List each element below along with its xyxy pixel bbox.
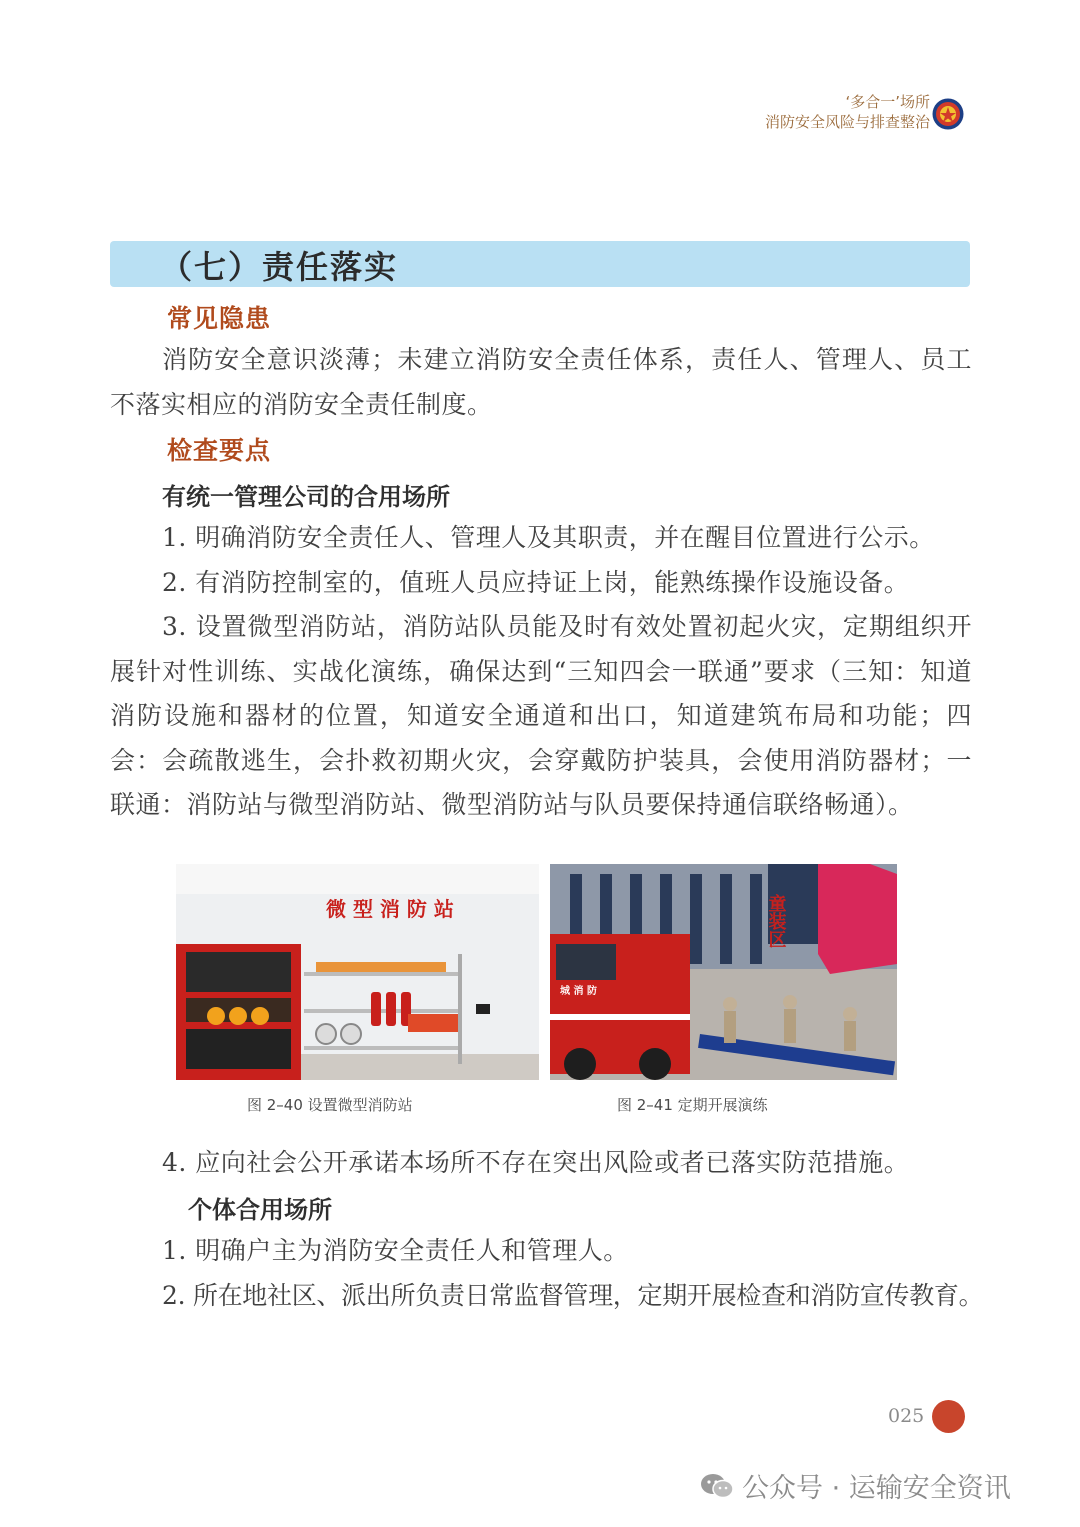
figure2-caption: 图 2–41 定期开展演练 xyxy=(617,1096,768,1114)
hazards-heading: 常见隐患 xyxy=(167,304,272,333)
group2-title: 个体合用场所 xyxy=(188,1195,332,1224)
figure-micro-fire-station xyxy=(176,864,539,1080)
figure-fire-drill-sign: 童装区 xyxy=(765,894,787,948)
page-number: 025 xyxy=(888,1405,925,1427)
figure-micro-fire-station-sign: 微 型 消 防 站 xyxy=(326,897,454,921)
figure-fire-drill xyxy=(550,864,897,1080)
hazards-text: 消防安全意识淡薄；未建立消防安全责任体系，责任人、管理人、员工不落实相应的消防安全责任制度。 xyxy=(110,345,972,419)
wechat-icon xyxy=(700,1472,734,1500)
checkpoints-heading: 检查要点 xyxy=(167,436,272,465)
group2-item2: 2. 所在地社区、派出所负责日常监督管理，定期开展检查和消防宣传教育。 xyxy=(162,1281,984,1310)
group1-item1: 1. 明确消防安全责任人、管理人及其职责，并在醒目位置进行公示。 xyxy=(162,523,935,552)
group1-item3: 3. 设置微型消防站，消防站队员能及时有效处置初起火灾，定期组织开展针对性训练、实战化演练，确保达到“三知四会一联通”要求（三知：知道消防设施和器材的位置，知道安全通道和出口，知道建筑布局和功能；四会：会疏散逃生，会扑救初期火灾，会穿戴防护装具，会使用消防器材；一联通：消防站与微型消防站、微型消防站与队员要保持通信联络畅通）。 xyxy=(110,612,972,819)
group1-item2: 2. 有消防控制室的，值班人员应持证上岗，能熟练操作设施设备。 xyxy=(162,568,910,597)
running-header-line1: ‘多合一’场所 xyxy=(845,93,930,111)
fire-rescue-emblem-icon xyxy=(932,98,964,130)
section-title: （七）责任落实 xyxy=(160,248,399,286)
figure-fire-drill-truck-label: 城 消 防 xyxy=(560,986,597,997)
figure1-caption: 图 2–40 设置微型消防站 xyxy=(247,1096,413,1114)
page-number-dot xyxy=(932,1400,965,1433)
group2-item1: 1. 明确户主为消防安全责任人和管理人。 xyxy=(162,1236,629,1265)
running-header-line2: 消防安全风险与排查整治 xyxy=(764,113,930,131)
running-header xyxy=(765,92,930,132)
group1-title: 有统一管理公司的合用场所 xyxy=(162,482,450,511)
group1-item4: 4. 应向社会公开承诺本场所不存在突出风险或者已落实防范措施。 xyxy=(162,1148,910,1177)
watermark-text: 公众号 · 运输安全资讯 xyxy=(742,1473,1011,1504)
watermark xyxy=(700,1466,1011,1505)
